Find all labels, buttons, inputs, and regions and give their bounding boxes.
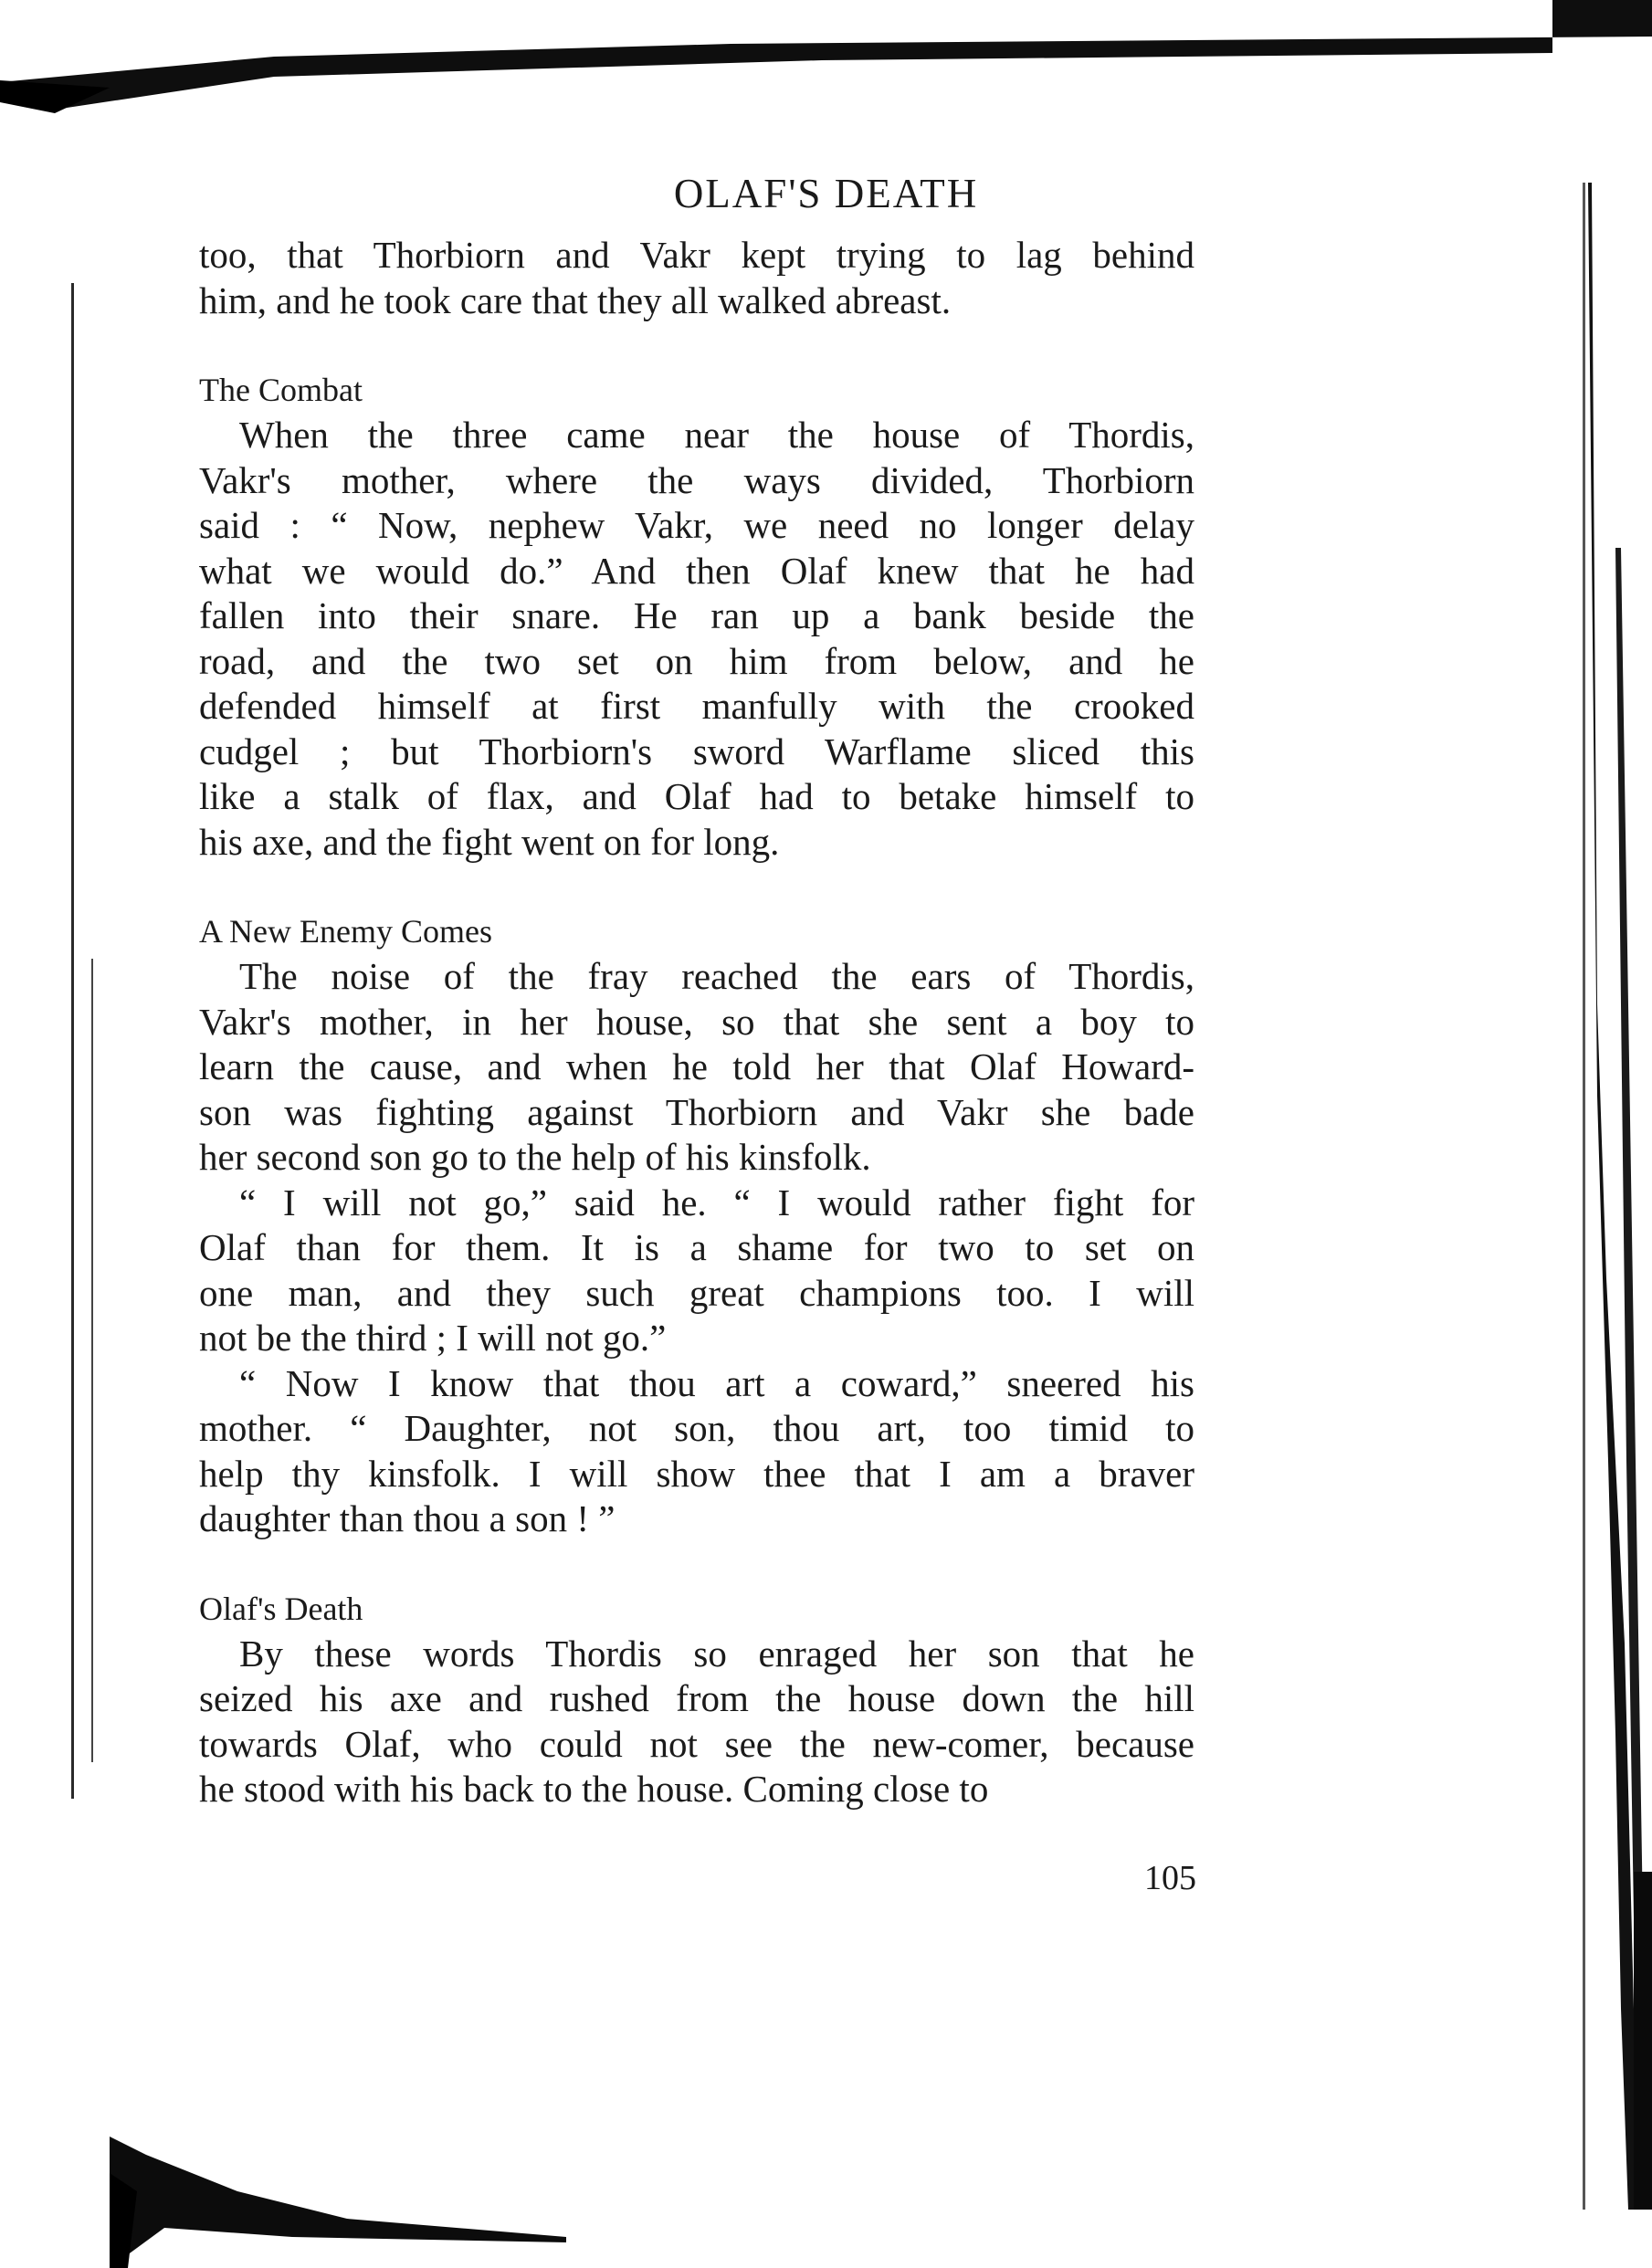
text-line: him, and he took care that they all walked abreast. [199, 278, 952, 321]
text-line: help thy kinsfolk. I will show thee that I am a braver [199, 1452, 1194, 1495]
section-heading: The Combat [199, 372, 363, 408]
text-line: cudgel ; but Thorbiorn's sword Warflame sliced this [199, 730, 1194, 772]
text-line: By these words Thordis so enraged her son that he [239, 1632, 1194, 1675]
running-head: OLAF'S DEATH [673, 171, 979, 216]
text-line: learn the cause, and when he told her that Olaf Howard- [199, 1045, 1194, 1087]
text-line: like a stalk of flax, and Olaf had to betake himself to [199, 775, 1194, 817]
text-line: mother. “ Daughter, not son, thou art, too timid to [199, 1407, 1194, 1449]
section-heading: A New Enemy Comes [199, 913, 492, 950]
text-line: defended himself at first manfully with the crooked [199, 685, 1194, 727]
section-gap [199, 323, 1194, 367]
text-line: too, that Thorbiorn and Vakr kept trying to lag behind [199, 234, 1194, 276]
text-line: Vakr's mother, where the ways divided, Thorbiorn [199, 458, 1194, 501]
text-line: The noise of the fray reached the ears of Thordis, [239, 955, 1194, 997]
scan-shadow-right-edge [1533, 183, 1652, 2210]
text-line: one man, and they such great champions too. I will [199, 1271, 1194, 1314]
section-gap [199, 865, 1194, 908]
text-line: towards Olaf, who could not see the new-comer, because [199, 1722, 1194, 1765]
text-line: Vakr's mother, in her house, so that she sent a boy to [199, 1000, 1194, 1043]
text-line: said : “ Now, nephew Vakr, we need no longer delay [199, 504, 1194, 546]
scan-shadow-bottom-corner [110, 2137, 566, 2268]
text-line: seized his axe and rushed from the house down the hill [199, 1677, 1194, 1719]
text-line: not be the third ; I will not go.” [199, 1317, 667, 1359]
text-line: When the three came near the house of Thordis, [239, 414, 1194, 456]
page-number: 105 [1144, 1859, 1196, 1897]
body-text [199, 233, 1194, 1812]
text-line: his axe, and the fight went on for long. [199, 820, 780, 863]
text-line: road, and the two set on him from below, and he [199, 639, 1194, 682]
text-line: son was fighting against Thorbiorn and Vakr she bade [199, 1090, 1194, 1133]
text-line: “ Now I know that thou art a coward,” sneered his [239, 1361, 1194, 1404]
text-line: what we would do.” And then Olaf knew that he had [199, 549, 1194, 592]
text-line: her second son go to the help of his kinsfolk. [199, 1136, 871, 1178]
text-line: he stood with his back to the house. Coming close to [199, 1768, 989, 1810]
text-line: fallen into their snare. He ran up a bank beside the [199, 594, 1194, 636]
scan-left-shadow-line-inner [91, 959, 93, 1762]
text-line: daughter than thou a son ! ” [199, 1497, 616, 1539]
scan-shadow-top [0, 0, 1652, 128]
section-gap [199, 1542, 1194, 1586]
text-line: “ I will not go,” said he. “ I would rather fight for [239, 1181, 1194, 1223]
text-line: Olaf than for them. It is a shame for two to set on [199, 1226, 1194, 1268]
section-heading: Olaf's Death [199, 1590, 363, 1627]
scan-left-shadow-line [71, 283, 74, 1799]
